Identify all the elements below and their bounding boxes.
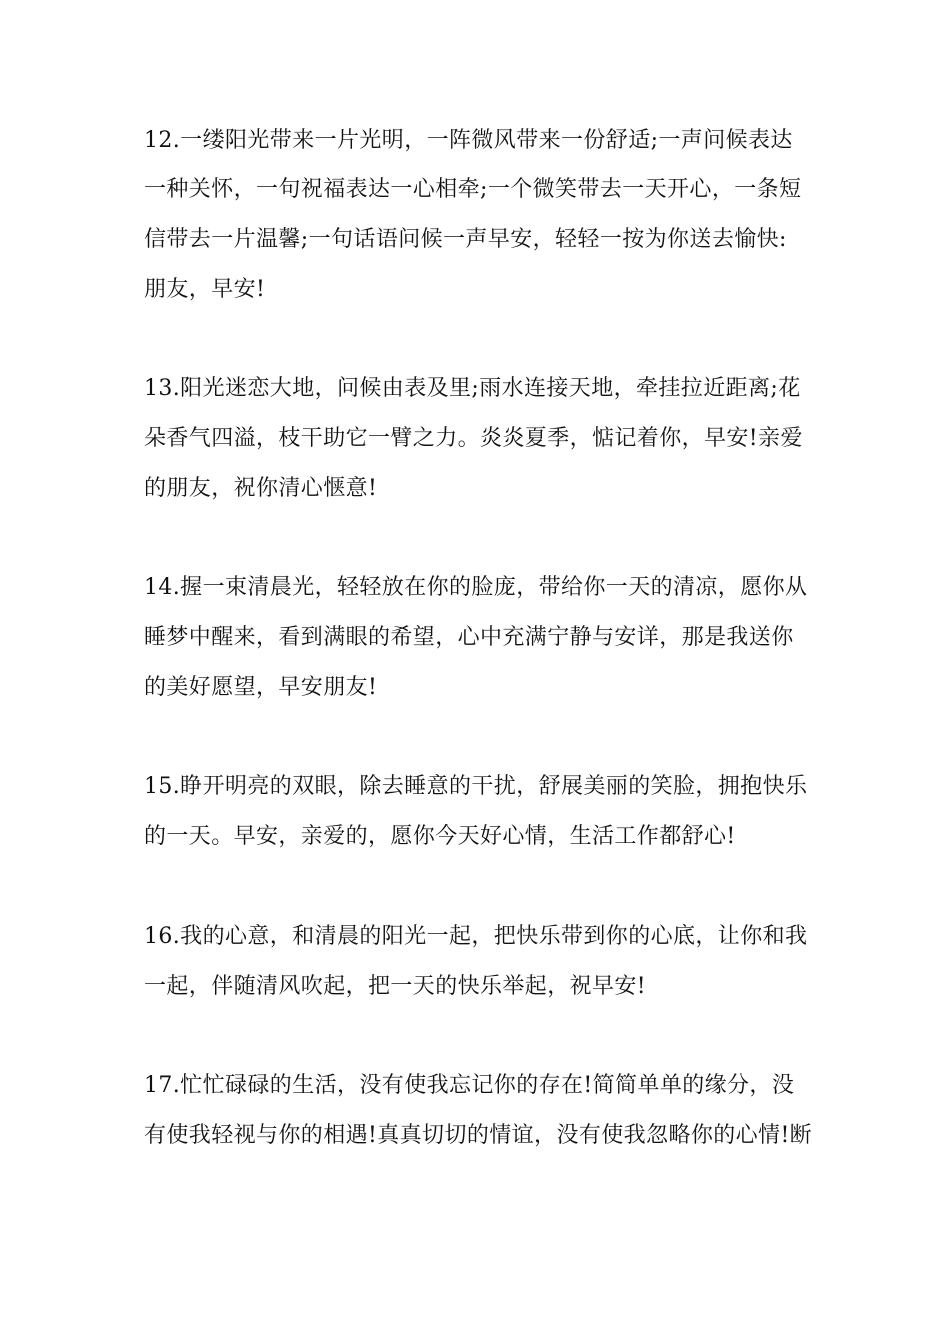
paragraph-line: 的一天。早安，亲爱的，愿你今天好心情，生活工作都舒心! — [144, 824, 736, 849]
paragraph-line: 的朋友，祝你清心惬意! — [144, 476, 378, 501]
paragraph-line: 15.睁开明亮的双眼，除去睡意的干扰，舒展美丽的笑脸，拥抱快乐 — [144, 774, 808, 799]
paragraph-line: 16.我的心意，和清晨的阳光一起，把快乐带到你的心底，让你和我 — [144, 924, 808, 949]
paragraph-line: 有使我轻视与你的相遇!真真切切的情谊，没有使我忽略你的心情!断 — [144, 1123, 813, 1148]
paragraph-line: 一种关怀，一句祝福表达一心相牵;一个微笑带去一天开心，一条短 — [144, 177, 802, 202]
paragraph-line: 12.一缕阳光带来一片光明，一阵微风带来一份舒适;一声问候表达 — [144, 128, 793, 153]
paragraph-line: 的美好愿望，早安朋友! — [144, 675, 378, 700]
paragraph-line: 13.阳光迷恋大地，问候由表及里;雨水连接天地，牵挂拉近距离;花 — [144, 376, 801, 401]
paragraph-line: 朋友，早安! — [144, 277, 266, 302]
paragraph-line: 信带去一片温馨;一句话语问候一声早安，轻轻一按为你送去愉快: — [144, 227, 787, 252]
paragraph-line: 一起，伴随清风吹起，把一天的快乐举起，祝早安! — [144, 974, 647, 999]
paragraph-line: 朵香气四溢，枝干助它一臂之力。炎炎夏季，惦记着你，早安!亲爱 — [144, 426, 803, 451]
paragraph-line: 17.忙忙碌碌的生活，没有使我忘记你的存在!简简单单的缘分，没 — [144, 1073, 795, 1098]
paragraph-line: 睡梦中醒来，看到满眼的希望，心中充满宁静与安详，那是我送你 — [144, 625, 794, 650]
paragraph-line: 14.握一束清晨光，轻轻放在你的脸庞，带给你一天的清凉，愿你从 — [144, 575, 808, 600]
